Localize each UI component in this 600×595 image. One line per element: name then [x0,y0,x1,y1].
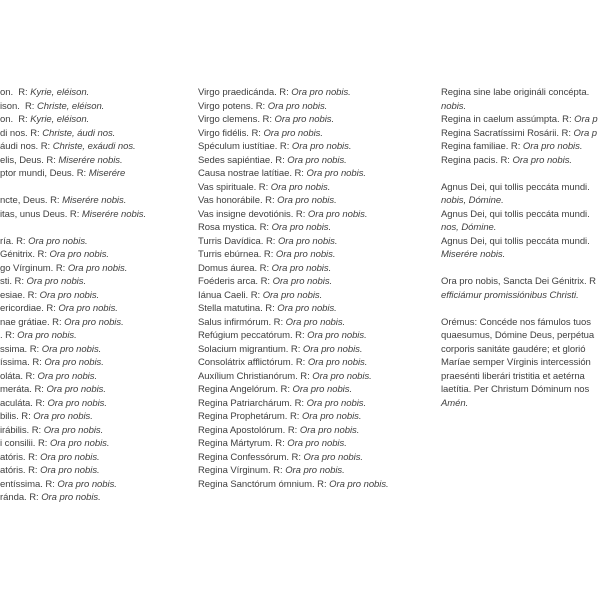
response-text: Christe, exáudi nos. [52,141,136,152]
response-text: Ora pro nobis. [270,181,331,193]
response-text: Ora pro nobis. [307,208,368,220]
litany-line [441,221,600,235]
response-text: Ora pro nobis. [272,276,333,287]
invocation-text: Regina Sacratíssimi Rosárii. R: [441,127,574,139]
response-text: efficiámur promissiónibus Christi. [441,289,579,301]
litany-line [198,316,440,330]
invocation-text: nae grátiae. R: [0,316,65,328]
litany-line [441,194,600,208]
litany-line [198,370,440,384]
invocation-text: . R: [0,330,18,341]
invocation-text: ssima. R: [0,343,42,355]
litany-line [0,275,196,289]
litany-line [0,343,196,357]
litany-line [0,491,196,505]
invocation-text: entíssima. R: [0,478,58,490]
invocation-text: Vas spirituale. R: [198,181,271,193]
blank-line [441,302,600,316]
litany-line [441,208,600,222]
litany-line [198,262,440,276]
blank-line [0,221,196,235]
invocation-text: Consolátrix afflictórum. R: [198,357,308,368]
litany-column-middle [198,86,440,491]
invocation-text: Regina Angelórum. R: [198,384,293,395]
response-text: Ora pro nobis. [58,303,118,314]
response-text: Ora pro nobis. [67,262,128,274]
blank-line [441,167,600,181]
blank-line [441,262,600,276]
invocation-text: di nos. R: [0,127,43,139]
invocation-text: Agnus Dei, qui tollis peccáta mundi. [441,208,593,220]
invocation-text: áudi nos. R: [0,141,53,152]
response-text: Miserére nobis. [81,208,147,220]
litany-line [198,248,440,262]
invocation-text: Virgo clemens. R: [198,114,275,125]
invocation-text: corporis sanitáte gaudére; et glorió [441,343,586,355]
litany-line [0,262,196,276]
response-text: Ora pro nobis. [40,451,100,463]
invocation-text: Regina Mártyrum. R: [198,438,288,449]
invocation-text: Regina Vírginum. R: [198,465,286,476]
response-text: nos, Dómine. [441,222,497,233]
invocation-text: Causa nostrae latítiae. R: [198,168,307,179]
invocation-text: Vas insigne devotiónis. R: [198,208,308,220]
litany-line [198,140,440,154]
response-text: Ora pro nobis. [299,424,360,436]
response-text: Christe, áudi nos. [42,127,116,139]
litany-line [198,235,440,249]
litany-line [441,154,600,168]
litany-line [441,356,600,370]
response-text: Ora pro nobis. [41,492,101,503]
invocation-text: meráta. R: [0,384,47,395]
litany-line [441,397,600,411]
invocation-text: Maríae semper Vírginis intercessión [441,357,591,368]
litany-line [198,113,440,127]
litany-line [198,289,440,303]
response-text: Ora pro nobis. [47,397,107,409]
response-text: Ora pro nobis. [40,465,100,476]
litany-line [198,424,440,438]
invocation-text: íssima. R: [0,357,45,368]
invocation-text: laetítia. Per Christum Dóminum nos [441,384,590,395]
invocation-text: itas, unus Deus. R: [0,208,82,220]
litany-line [198,343,440,357]
response-text: Ora pro nobis. [306,168,366,179]
response-text: Ora pro nobis. [274,114,335,125]
litany-line [441,140,600,154]
litany-line [0,235,196,249]
invocation-text: Regina Patriarchárum. R: [198,397,307,409]
litany-line [198,167,440,181]
litany-line [0,329,196,343]
litany-line [0,113,196,127]
litany-line [198,451,440,465]
response-text: Ora pro nobis. [329,478,389,490]
invocation-text: oláta. R: [0,370,38,382]
response-text: Ora pro nobis. [277,303,337,314]
response-text: Miserére nobis. [441,249,506,260]
response-text: Ora pro nobis. [287,438,347,449]
invocation-text: Iánua Caeli. R: [198,289,263,301]
litany-line [198,383,440,397]
response-text: Ora pro nobis. [312,370,372,382]
invocation-text: ericordiae. R: [0,303,59,314]
response-text: Miserére [88,168,126,179]
invocation-text: quaesumus, Dómine Deus, perpétua [441,330,595,341]
invocation-text: ránda. R: [0,492,42,503]
invocation-text: Regina in caelum assúmpta. R: [441,114,575,125]
response-text: Miserére nobis. [58,154,123,166]
invocation-text: Rosa mystica. R: [198,222,272,233]
litany-line [441,100,600,114]
response-text: Ora p [573,127,598,139]
response-text: Ora pro nobis. [271,222,332,233]
invocation-text: Vas honorábile. R: [198,195,278,206]
litany-line [0,100,196,114]
response-text: Ora pro nobis. [49,249,109,260]
litany-line [198,221,440,235]
litany-line [0,451,196,465]
response-text: Ora pro nobis. [262,289,323,301]
invocation-text: Regina pacis. R: [441,154,513,166]
invocation-text: Stella matutina. R: [198,303,278,314]
litany-line [198,86,440,100]
invocation-text: Foéderis arca. R: [198,276,273,287]
litany-line [198,208,440,222]
litany-line [198,302,440,316]
litany-line [0,383,196,397]
response-text: Ora pro nobis. [291,141,352,152]
response-text: Ora pro nobis. [57,478,117,490]
litany-line [0,437,196,451]
litany-line [441,127,600,141]
litany-line [441,235,600,249]
response-text: Ora pro nobis. [303,451,364,463]
invocation-text: Solacium migrantium. R: [198,343,303,355]
response-text: Ora pro nobis. [263,127,323,139]
invocation-text: go Vírginum. R: [0,262,68,274]
invocation-text: irábilis. R: [0,424,44,436]
invocation-text: on. R: [0,114,31,125]
litany-line [441,383,600,397]
response-text: Ora pro nobis. [285,316,346,328]
invocation-text: Virgo fidélis. R: [198,127,264,139]
litany-line [198,397,440,411]
response-text: Ora pro nobis. [512,154,572,166]
invocation-text: praesénti liberári tristitia et aetérna [441,370,585,382]
invocation-text: Agnus Dei, qui tollis peccáta mundi. [441,235,593,247]
response-text: Ora pro nobis. [37,370,98,382]
litany-column-right [441,86,600,410]
response-text: Ora pro nobis. [302,343,363,355]
litany-line [441,86,600,100]
response-text: Ora pro nobis. [44,357,104,368]
litany-line [198,194,440,208]
invocation-text: Regina Sanctórum ómnium. R: [198,478,330,490]
invocation-text: Auxílium Christianórum. R: [198,370,313,382]
response-text: Ora pro nobis. [306,397,367,409]
litany-line [198,100,440,114]
litany-line [0,167,196,181]
litany-line [441,343,600,357]
response-text: Kyrie, eléison. [30,87,90,98]
litany-line [441,316,600,330]
response-text: Ora pro nobis. [307,330,367,341]
litany-column-left [0,86,196,505]
invocation-text: Refúgium peccatórum. R: [198,330,308,341]
invocation-text: Orémus: Concéde nos fámulos tuos [441,316,591,328]
response-text: Ora pro nobis. [26,276,87,287]
litany-line [198,437,440,451]
litany-line [0,424,196,438]
invocation-text: Salus infirmórum. R: [198,316,286,328]
invocation-text: aculáta. R: [0,397,48,409]
response-text: Ora pro nobis. [287,154,347,166]
litany-line [0,410,196,424]
invocation-text: bilis. R: [0,411,34,422]
litany-line [198,275,440,289]
litany-line [441,275,600,289]
invocation-text: Regina Prophetárum. R: [198,411,302,422]
litany-line [198,181,440,195]
litany-line [441,370,600,384]
invocation-text: elis, Deus. R: [0,154,59,166]
litany-line [0,140,196,154]
litany-line [0,356,196,370]
litany-line [198,478,440,492]
invocation-text: ría. R: [0,235,29,247]
litany-line [0,478,196,492]
invocation-text: Virgo potens. R: [198,100,268,112]
litany-line [0,154,196,168]
response-text: Ora pro nobis. [292,384,353,395]
response-text: Ora pro nobis. [64,316,124,328]
response-text: Ora pro nobis. [277,195,337,206]
litany-line [441,289,600,303]
invocation-text: Spéculum iustítiae. R: [198,141,292,152]
invocation-text: atóris. R: [0,451,41,463]
litany-line [0,397,196,411]
invocation-text: Regina Confessórum. R: [198,451,304,463]
litany-line [0,370,196,384]
invocation-text: Turris Davídica. R: [198,235,278,247]
response-text: Ora pro nobis. [271,262,332,274]
litany-line [441,113,600,127]
litany-line [198,127,440,141]
invocation-text: i consilii. R: [0,438,50,449]
response-text: Amén. [441,397,469,409]
invocation-text: Virgo praedicánda. R: [198,87,292,98]
invocation-text: Agnus Dei, qui tollis peccáta mundi. [441,181,593,193]
invocation-text: sti. R: [0,276,27,287]
invocation-text: ncte, Deus. R: [0,195,63,206]
response-text: Kyrie, eléison. [30,114,90,125]
invocation-text: Sedes sapiéntiae. R: [198,154,288,166]
invocation-text: esiae. R: [0,289,40,301]
response-text: Ora pro nobis. [17,330,77,341]
litany-line [198,356,440,370]
response-text: Ora pro nobis. [291,87,351,98]
response-text: Christe, eléison. [37,100,105,112]
response-text: Ora pro nobis. [307,357,368,368]
invocation-text: Domus áurea. R: [198,262,272,274]
invocation-text: Ora pro nobis, Sancta Dei Génitrix. R [441,276,596,287]
invocation-text: on. R: [0,87,31,98]
response-text: Ora pro nobis. [28,235,88,247]
response-text: Ora pro nobis. [41,343,102,355]
response-text: Ora pro nobis. [277,235,338,247]
litany-line [441,181,600,195]
litany-line [198,410,440,424]
invocation-text: ptor mundi, Deus. R: [0,168,89,179]
invocation-text: Regina sine labe origináli concépta. [441,87,592,98]
invocation-text: Regina Apostolórum. R: [198,424,300,436]
response-text: Ora pro nobis. [49,438,110,449]
response-text: Ora p [574,114,598,125]
litany-line [441,248,600,262]
litany-line [0,86,196,100]
invocation-text: Regina familiae. R: [441,141,523,152]
litany-line [0,302,196,316]
response-text: Ora pro nobis. [39,289,100,301]
invocation-text: Génitrix. R: [0,249,50,260]
litany-line [441,329,600,343]
response-text: nobis. [441,100,467,112]
response-text: Ora pro nobis. [301,411,362,422]
litany-line [0,316,196,330]
invocation-text: Turris ebúrnea. R: [198,249,276,260]
litany-line [198,154,440,168]
blank-line [0,181,196,195]
response-text: Ora pro nobis. [285,465,345,476]
litany-line [198,464,440,478]
response-text: Ora pro nobis. [43,424,104,436]
litany-line [0,464,196,478]
litany-line [0,248,196,262]
response-text: Ora pro nobis. [275,249,336,260]
response-text: Ora pro nobis. [33,411,93,422]
invocation-text: ison. R: [0,100,37,112]
litany-line [0,194,196,208]
response-text: Ora pro nobis. [46,384,106,395]
response-text: Ora pro nobis. [522,141,583,152]
litany-line [0,127,196,141]
response-text: nobis, Dómine. [441,195,504,206]
litany-line [0,208,196,222]
response-text: Ora pro nobis. [267,100,328,112]
litany-line [198,329,440,343]
litany-line [0,289,196,303]
invocation-text: atóris. R: [0,465,41,476]
response-text: Miserére nobis. [62,195,127,206]
